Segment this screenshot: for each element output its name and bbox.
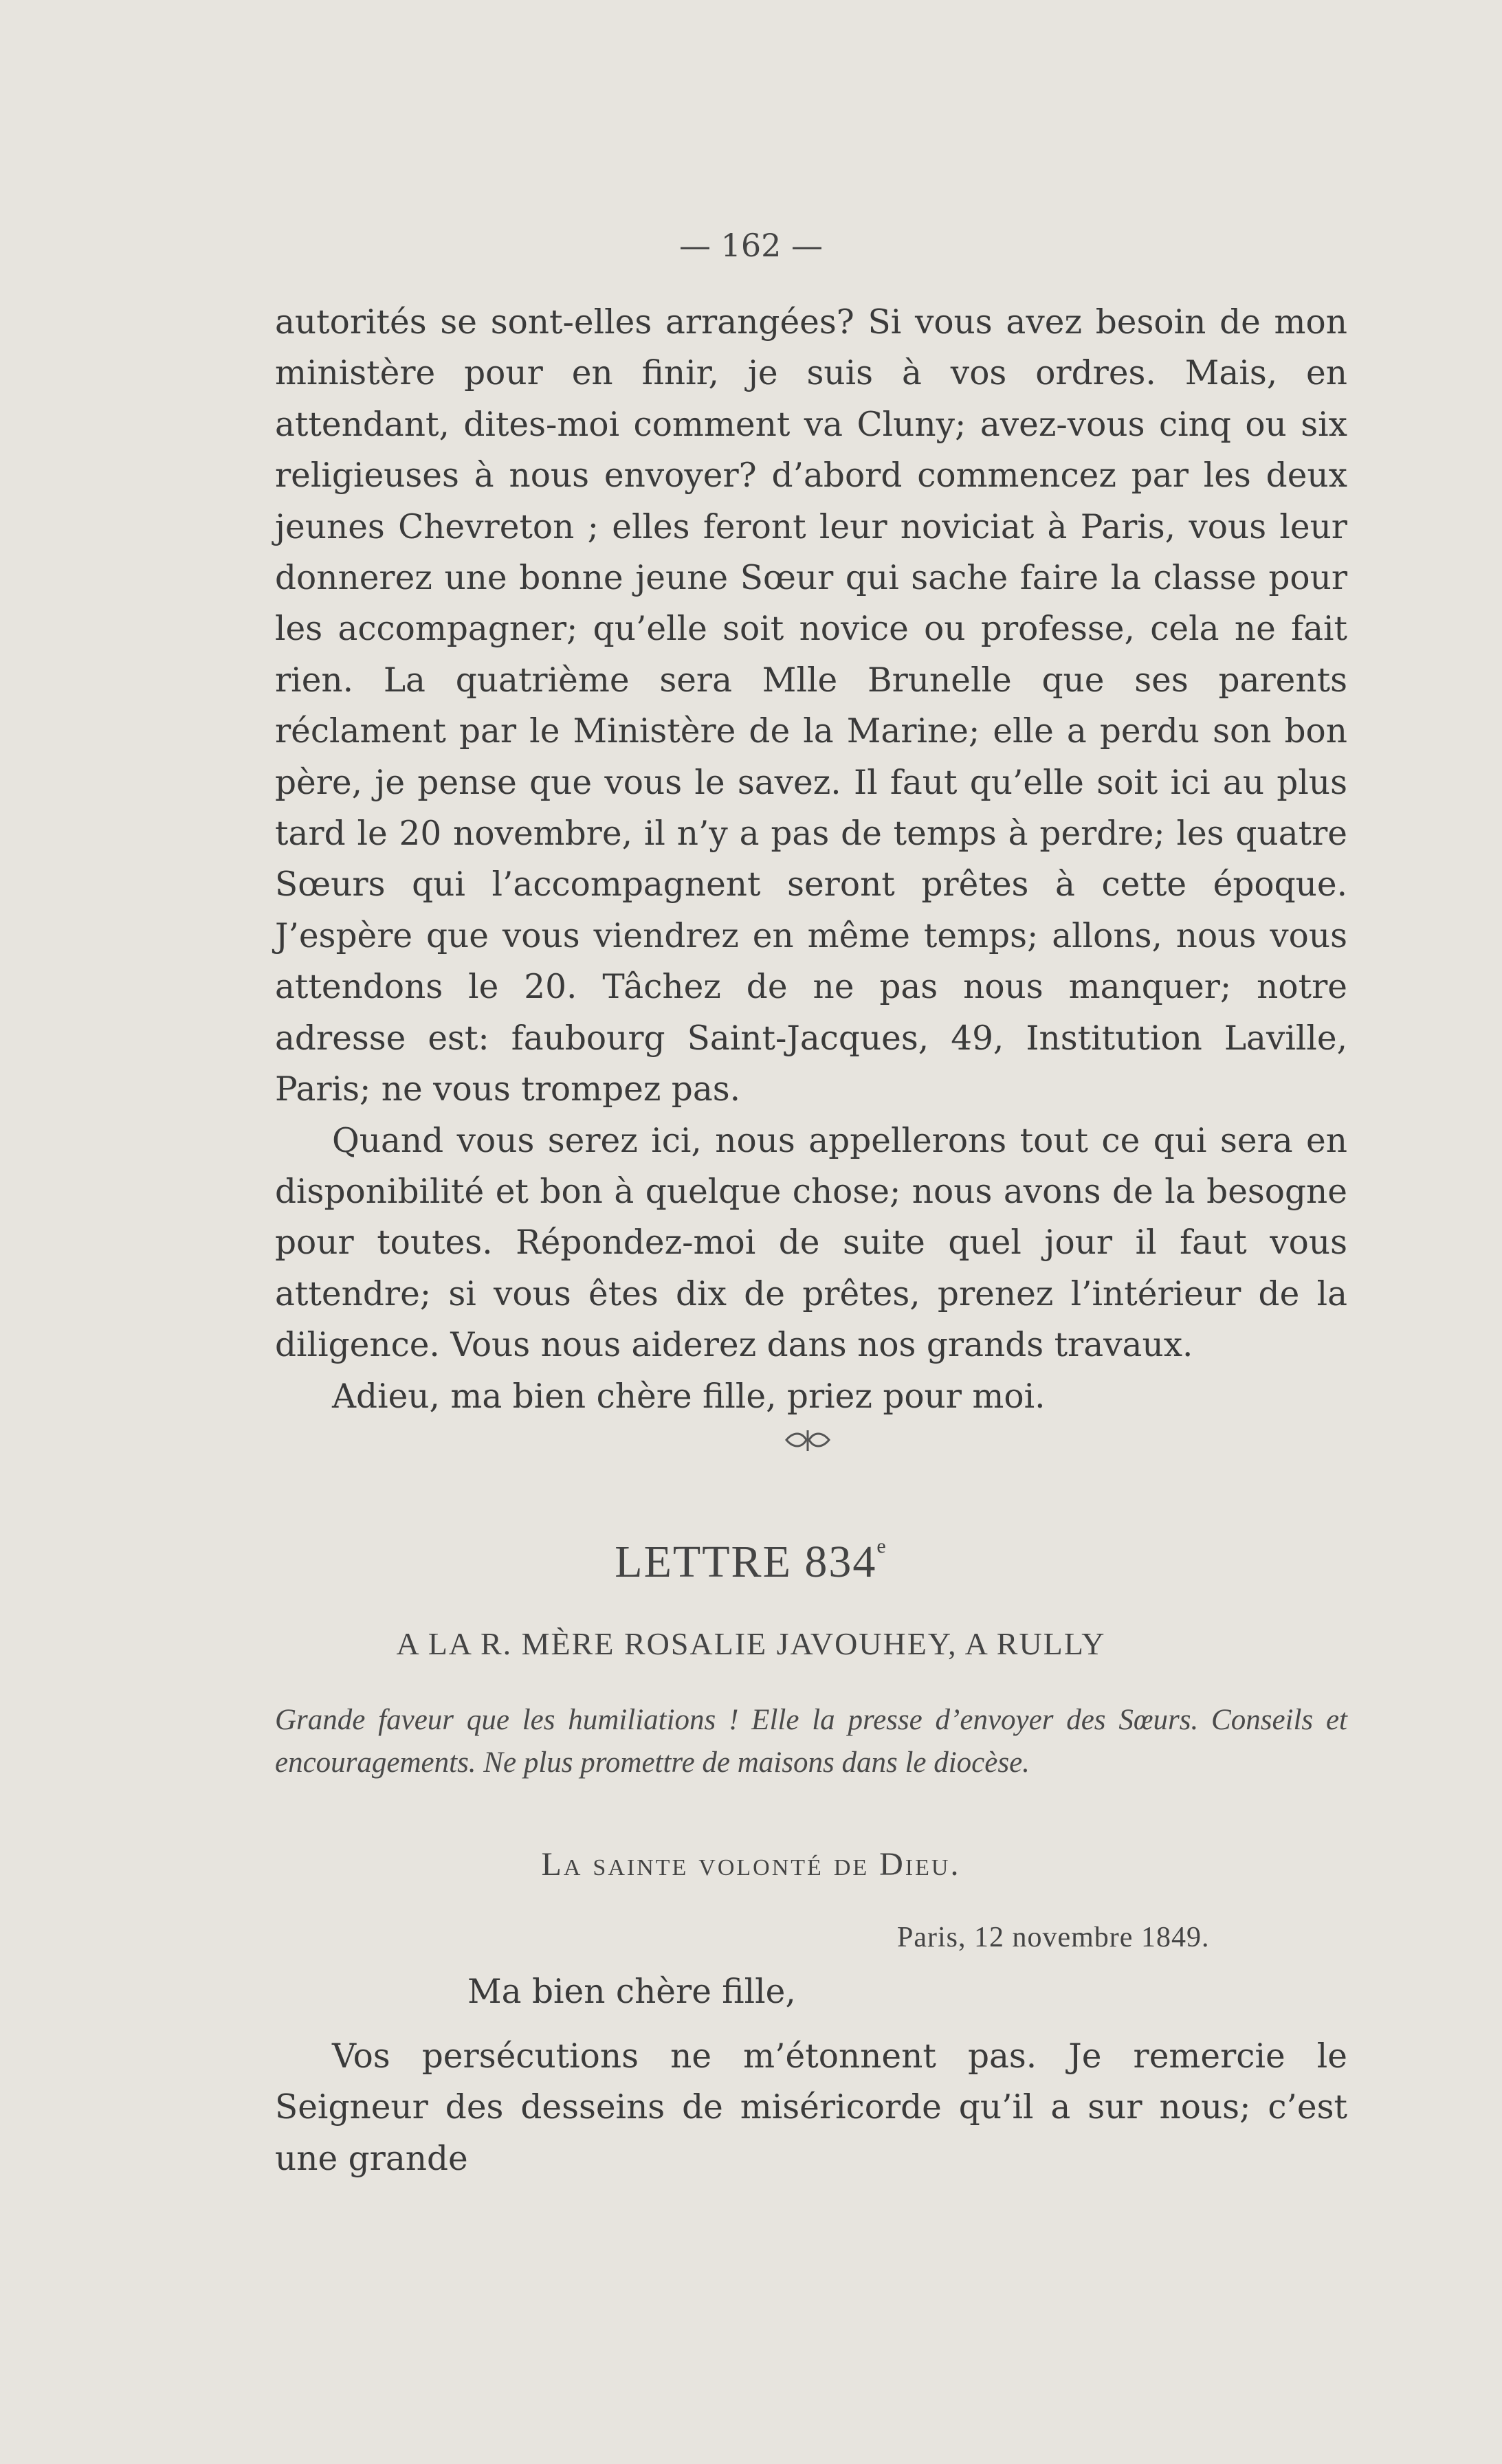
closing-line: Adieu, ma bien chère fille, priez pour moi. <box>332 1377 1046 1416</box>
paragraph: Vos persécutions ne m’étonnent pas. Je remercie le Seigneur des desseins de miséricorde qu’il a sur nous; c’est une grande <box>275 2037 1347 2178</box>
letter-number: LETTRE 834 <box>615 1537 877 1587</box>
paragraph: autorités se sont-elles arrangées? Si vous avez besoin de mon ministère pour en finir, je suis à vos ordres. Mais, en attendant, dites-moi comment va Cluny; avez-vous cinq ou six religieuses à nous envoyer? d’abord commencez par les deux jeunes Chevreton ; elles feront leur noviciat à Paris, vous leur donnerez une bonne jeune Sœur qui sache faire la classe pour les accompagner; qu’elle soit novice ou professe, cela ne fait rien. La quatrième sera Mlle Brunelle que ses parents réclament par le Ministère de la Marine; elle a perdu son bon père, je pense que vous le savez. Il faut qu’elle soit ici au plus tard le 20 novembre, il n’y a pas de temps à perdre; les quatre Sœurs qui l’accompagnent seront prêtes à cette époque. J’espère que vous viendrez en même temps; allons, nous vous attendons le 20. Tâchez de ne pas nous manquer; notre adresse est: faubourg Saint-Jacques, 49, Institution Laville, Paris; ne vous trompez pas. <box>275 303 1347 1109</box>
salutation: Ma bien chère fille, <box>467 1973 796 2011</box>
letter-body <box>275 2031 1347 2184</box>
ordinal-suffix: e <box>876 1535 887 1557</box>
letter-summary: Grande faveur que les humiliations ! Elle la presse d’envoyer des Sœurs. Conseils et encouragements. Ne plus promettre de maisons dans le diocèse. <box>275 1704 1347 1779</box>
addressee: A LA R. MÈRE ROSALIE JAVOUHEY, A RULLY <box>396 1626 1106 1661</box>
dateline: Paris, 12 novembre 1849. <box>897 1922 1210 1953</box>
fleuron-icon <box>784 1426 832 1454</box>
page-number: — 162 — <box>678 227 824 264</box>
letter-continuation <box>275 297 1347 1422</box>
paragraph: Quand vous serez ici, nous appellerons tout ce qui sera en disponibilité et bon à quelque chose; nous avons de la besogne pour toutes. Répondez-moi de suite quel jour il faut vous attendre; si vous êtes dix de prêtes, prenez l’intérieur de la diligence. Vous nous aiderez dans nos grands travaux. <box>275 1121 1347 1365</box>
invocation: La sainte volonté de Dieu. <box>541 1846 961 1883</box>
letter-title <box>0 1536 1502 1588</box>
